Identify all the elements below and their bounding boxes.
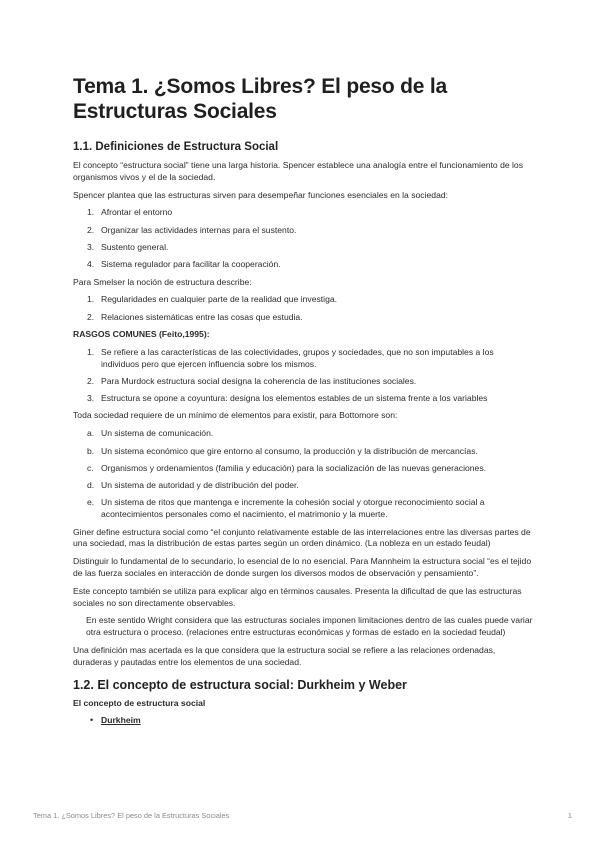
paragraph: El concepto “estructura social” tiene una larga historia. Spencer establece una analogía entre el funcionamiento de los organismos vivos y el de la sociedad.: [73, 160, 524, 182]
bullet-list: [73, 715, 533, 727]
indented-paragraph: En este sentido Wright considera que las estructuras sociales imponen limitaciones dentro de las cuales puede variar otra estructura o proceso. (relaciones entre estructuras económicas y formas de estado en la sociedad feudal): [86, 615, 533, 638]
paragraph: Spencer plantea que las estructuras sirven para desempeñar funciones esenciales en la sociedad:: [73, 189, 449, 200]
paragraph: Giner define estructura social como “el conjunto relativamente estable de las interrelaciones entre las diversas partes de una sociedad, mas la distribución de estas partes según un orden dinámico. (La nobleza en un estado feudal): [73, 526, 531, 549]
list-item: 3. Estructura se opone a coyuntura: designa los elementos estables de un sistema frente a los variables: [87, 393, 488, 404]
document-page: [73, 74, 533, 733]
subheading: El concepto de estructura social: [73, 697, 206, 708]
rasgos-list: [73, 347, 533, 405]
list-item: 1. Afrontar el entorno: [87, 207, 173, 218]
durkheim-link[interactable]: Durkheim: [101, 715, 141, 726]
list-item: a. Un sistema de comunicación.: [87, 428, 214, 439]
paragraph: Distinguir lo fundamental de lo secundario, lo esencial de lo no esencial. Para Mannheim la estructura social “es el tejido de las fuerza sociales en interacción de donde surgen los diversos modos de observación y pensamiento”.: [73, 556, 532, 578]
section-heading-1-1: 1.1. Definiciones de Estructura Social: [73, 141, 279, 153]
list-item: 3. Sustento general.: [87, 241, 169, 252]
list-item: d. Un sistema de autoridad y de distribución del poder.: [87, 480, 299, 491]
spencer-list: [73, 207, 533, 271]
paragraph: Toda sociedad requiere de un mínimo de elementos para existir, para Bottomore son:: [73, 410, 398, 421]
list-item: e. Un sistema de ritos que mantenga e incremente la cohesión social y otorgue reconocimiento social a acontecimientos personales como el nacimiento, el matrimonio y la muerte.: [87, 497, 485, 520]
list-item: • Durkheim: [90, 715, 141, 726]
smelser-list: [73, 294, 533, 323]
paragraph: Para Smelser la noción de estructura describe:: [73, 276, 252, 287]
list-item: c. Organismos y ordenamientos (familia y educación) para la socialización de las nuevas generaciones.: [87, 462, 487, 473]
paragraph: Una definición mas acertada es la que considera que la estructura social se refiere a las relaciones ordenadas, duraderas y pautadas entre los elementos de una sociedad.: [73, 644, 496, 667]
list-item: 2. Organizar las actividades internas para el sustento.: [87, 224, 297, 235]
page-number: 1: [567, 811, 572, 820]
page-footer: [33, 811, 572, 820]
list-item: 4. Sistema regulador para facilitar la cooperación.: [87, 259, 281, 270]
list-item: 2. Relaciones sistemáticas entre las cosas que estudia.: [87, 311, 303, 322]
list-item: 2. Para Murdock estructura social designa la coherencia de las instituciones sociales.: [87, 375, 417, 386]
page-title: Tema 1. ¿Somos Libres? El peso de la Estructuras Sociales: [73, 75, 448, 123]
footer-title: Tema 1. ¿Somos Libres? El peso de la Estructuras Sociales: [33, 811, 230, 820]
list-item: 1. Regularidades en cualquier parte de la realidad que investiga.: [87, 294, 338, 305]
rasgos-heading: RASGOS COMUNES (Feito,1995):: [73, 328, 210, 339]
list-item: 1. Se refiere a las características de las colectividades, grupos y sociedades, que no son imputables a los individuos pero que ejercen influencia sobre los mismos.: [87, 346, 494, 369]
list-item: b. Un sistema económico que gire entorno al consumo, la producción y la distribución de mercancías.: [87, 445, 478, 456]
section-heading-1-2: 1.2. El concepto de estructura social: Durkheim y Weber: [73, 677, 407, 692]
bottomore-list: [73, 428, 533, 521]
paragraph: Este concepto también se utiliza para explicar algo en términos causales. Presenta la dificultad de que las estructuras sociales no son directamente observables.: [73, 585, 522, 608]
